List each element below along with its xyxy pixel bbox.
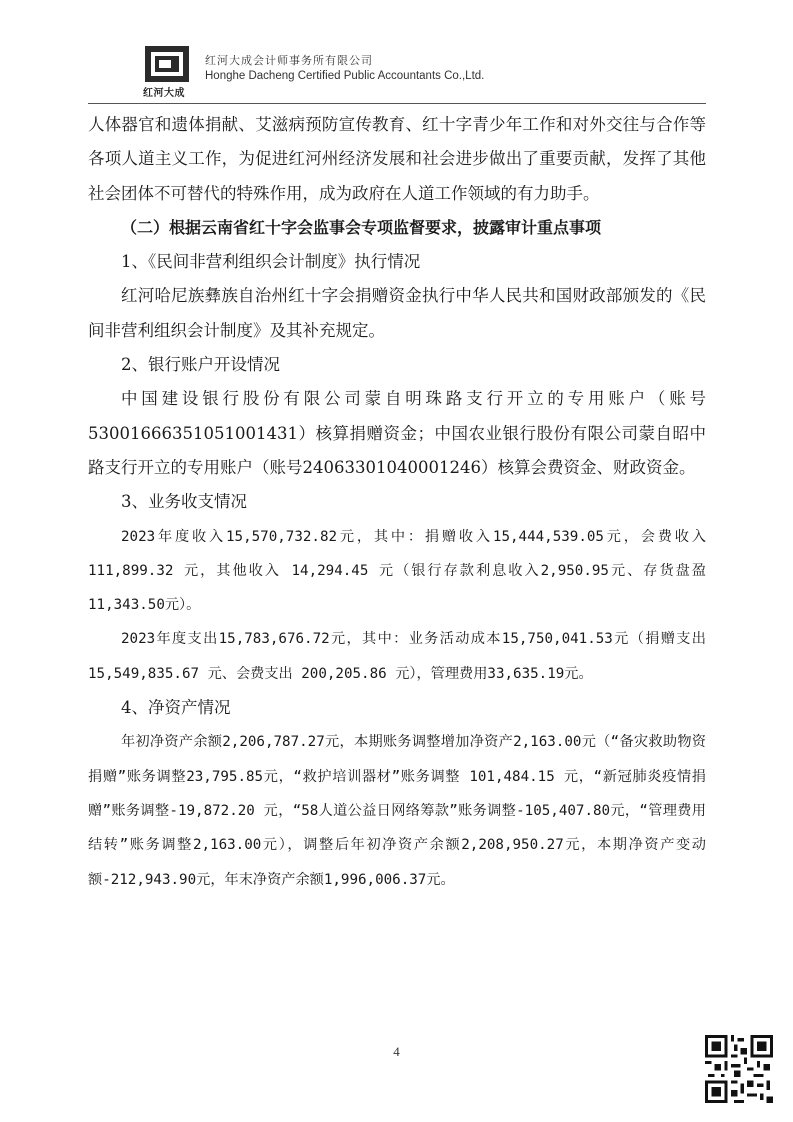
- intro-paragraph: 人体器官和遗体捐献、艾滋病预防宣传教育、红十字青少年工作和对外交往与合作等各项人道主义工作，为促进红河州经济发展和社会进步做出了重要贡献，发挥了其他社会团体不可替代的特殊作用，成为政府在人道工作领域的有力助手。: [88, 115, 706, 203]
- item-title: 1、《民间非营利组织会计制度》执行情况: [121, 252, 421, 272]
- logo-text: 红河大成: [143, 88, 185, 99]
- header-divider: [88, 103, 706, 104]
- firm-name-en: Honghe Dacheng Certified Public Accountants Co.,Ltd.: [205, 70, 485, 82]
- item-title: 4、净资产情况: [121, 698, 231, 718]
- dc-logo-icon: [145, 46, 189, 82]
- letterhead: [145, 44, 625, 100]
- item-title: 2、银行账户开设情况: [121, 355, 280, 375]
- page-number: 4: [393, 1044, 400, 1059]
- document-body: [88, 108, 706, 897]
- section-heading: （二）根据云南省红十字会监事会专项监督要求，披露审计重点事项: [121, 217, 602, 237]
- qr-code-icon: [705, 1035, 773, 1103]
- item-body: 中国建设银行股份有限公司蒙自明珠路支行开立的专用账户（账号53001666351051001431）核算捐赠资金；中国农业银行股份有限公司蒙自昭中路支行开立的专用账户（账号24063301040001246）核算会费资金、财政资金。: [88, 389, 706, 477]
- expense-paragraph: 2023年度支出15,783,676.72元，其中：业务活动成本15,750,041.53元（捐赠支出 15,549,835.67 元、会费支出 200,205.86 元），管理费用33,635.19元。: [88, 631, 706, 682]
- item-title: 3、业务收支情况: [121, 492, 247, 512]
- income-paragraph: 2023年度收入15,570,732.82元，其中：捐赠收入15,444,539.05元，会费收入 111,899.32 元，其他收入 14,294.45 元（银行存款利息收入2,950.95元、存货盘盈11,343.50元）。: [88, 528, 706, 614]
- net-assets-paragraph: 年初净资产余额2,206,787.27元，本期账务调整增加净资产2,163.00元（“备灾救助物资捐赠”账务调整23,795.85元，“救护培训器材”账务调整 101,484.15 元，“新冠肺炎疫情捐赠”账务调整-19,872.20 元，“58人道公益日网络筹款”账务调整-105,407.80元，“管理费用结转”账务调整2,163.00元），调整后年初净资产余额2,208,950.27元，本期净资产变动额-212,943.90元，年末净资产余额1,996,006.37元。: [88, 734, 706, 888]
- item-body: 红河哈尼族彝族自治州红十字会捐赠资金执行中华人民共和国财政部颁发的《民间非营利组织会计制度》及其补充规定。: [88, 286, 706, 340]
- firm-name-cn: 红河大成会计师事务所有限公司: [205, 54, 373, 67]
